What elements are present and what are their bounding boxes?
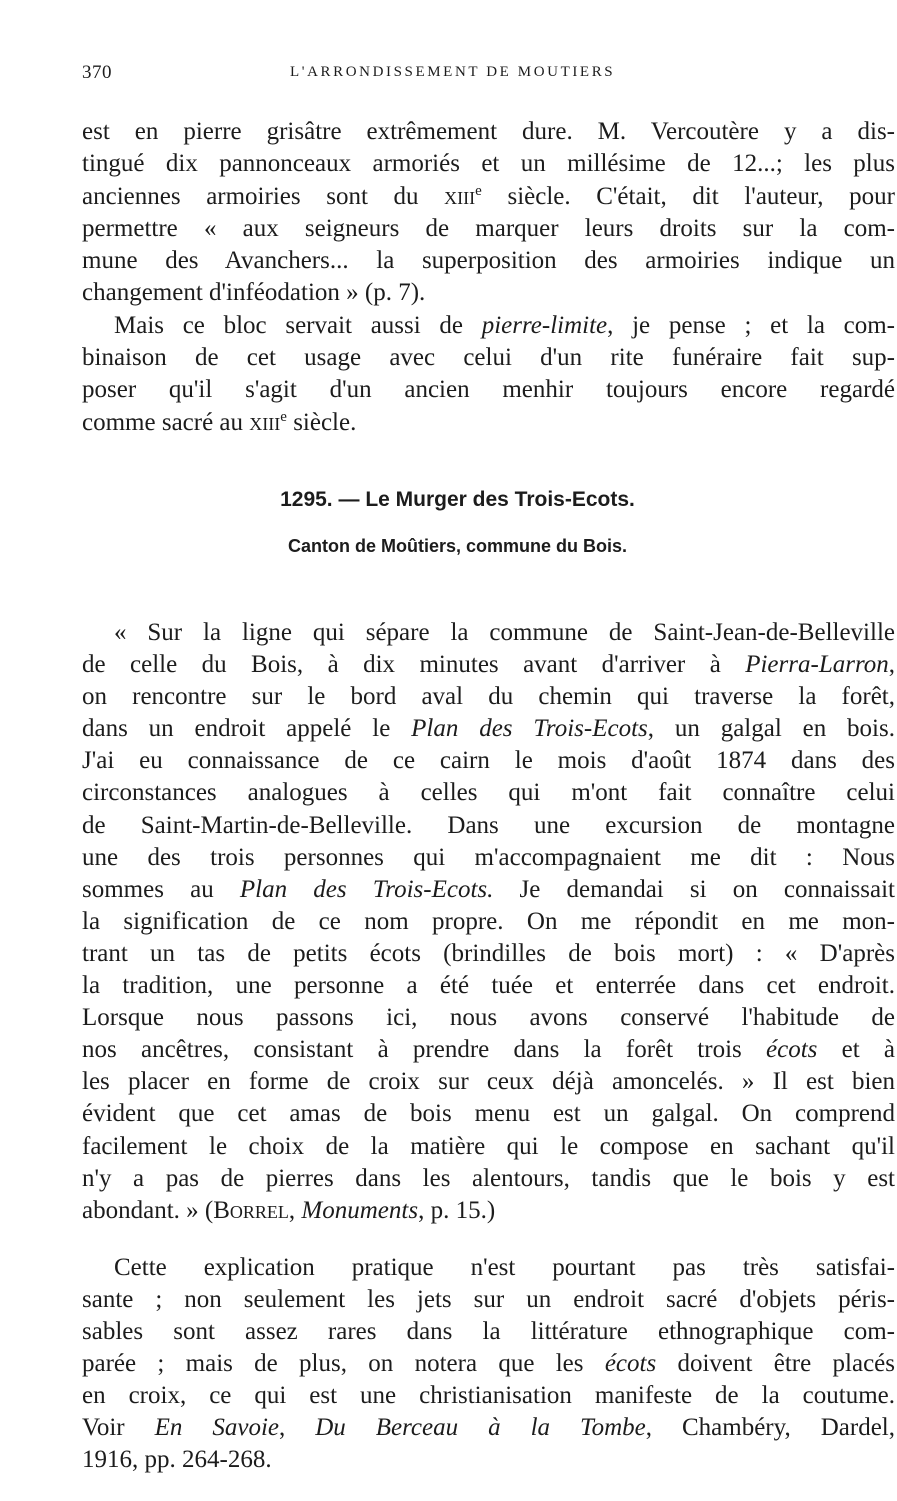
text-run: et à — [817, 1036, 896, 1064]
italic-place-name: Plan des Trois-Ecots. — [239, 875, 494, 903]
century-numeral: xiii — [249, 408, 281, 436]
text-line: sante ; non seulement les jets sur un endroit sacré d'objets péris- — [82, 1285, 895, 1313]
text-line: évident que cet amas de bois menu est un galgal. On comprend — [82, 1100, 895, 1128]
text-run: , Chambéry, Dardel, — [645, 1414, 895, 1442]
text-line: la signification de ce nom propre. On me répondit en me mon- — [82, 907, 895, 935]
text-line: de Saint-Martin-de-Belleville. Dans une excursion de montagne — [82, 811, 895, 839]
text-line: poser qu'il s'agit d'un ancien menhir toujours encore regardé — [82, 376, 895, 404]
superscript: e — [475, 182, 482, 199]
text-run: nos ancêtres, consistant à prendre dans la forêt trois — [82, 1036, 766, 1064]
text-run: , je pense ; et la com- — [607, 311, 895, 339]
text-line: 1916, pp. 264-268. — [82, 1446, 272, 1474]
italic-place-name: Plan des Trois-Ecots — [411, 715, 648, 743]
text-run: siècle. C'était, dit l'auteur, pour — [481, 182, 895, 210]
paragraph-3 — [82, 617, 895, 1227]
text-run: de celle du Bois, à dix minutes avant d'arriver à — [82, 651, 746, 679]
text-run: comme sacré au — [82, 408, 250, 436]
text-run: , — [888, 651, 895, 679]
text-run: doivent être placés — [656, 1350, 895, 1378]
italic-place-name: Pierra-Larron — [745, 651, 889, 679]
text-run: anciennes armoiries sont du — [82, 182, 445, 210]
section-subtitle: Canton de Moûtiers, commune du Bois. — [287, 536, 628, 556]
text-line: facilement le choix de la matière qui le compose en sachant qu'il — [82, 1132, 895, 1160]
text-run: Je demandai si on connaissait — [493, 875, 895, 903]
paragraph-2 — [82, 310, 895, 439]
text-line — [82, 407, 895, 439]
text-run: siècle. — [286, 408, 357, 436]
page-number: 370 — [82, 62, 112, 83]
italic-book-title: En Savoie — [154, 1414, 279, 1442]
text-line: la tradition, une personne a été tuée et enterrée dans cet endroit. — [82, 972, 895, 1000]
century-numeral: xiii — [444, 182, 476, 210]
paragraph-4 — [82, 1252, 895, 1477]
main-text-block — [82, 592, 895, 1501]
text-line: tingué dix pannonceaux armoriés et un millésime de 12...; les plus — [82, 150, 895, 178]
text-line — [82, 649, 895, 681]
text-run: , un galgal en bois. — [647, 715, 895, 743]
text-line — [82, 1412, 895, 1444]
text-line: binaison de cet usage avec celui d'un rite funéraire fait sup- — [82, 344, 895, 372]
text-run: , p. 15.) — [418, 1196, 496, 1224]
text-run: sommes au — [82, 875, 240, 903]
text-line — [82, 874, 895, 906]
text-line: sables sont assez rares dans la littérature ethnographique com- — [82, 1317, 895, 1345]
text-line: on rencontre sur le bord aval du chemin qui traverse la forêt, — [82, 683, 895, 711]
text-run: Mais ce bloc servait aussi de — [114, 311, 482, 339]
text-line: trant un tas de petits écots (brindilles de bois mort) : « D'après — [82, 939, 895, 967]
text-line — [82, 181, 895, 213]
text-run: abondant. » ( — [82, 1196, 214, 1224]
paragraph-1 — [82, 116, 895, 310]
text-run: dans un endroit appelé le — [82, 715, 412, 743]
text-line: changement d'inféodation » (p. 7). — [82, 279, 426, 307]
italic-term: écots — [604, 1350, 657, 1378]
text-line: permettre « aux seigneurs de marquer leurs droits sur la com- — [82, 214, 895, 242]
text-run: parée ; mais de plus, on notera que les — [82, 1350, 605, 1378]
italic-term: écots — [766, 1036, 818, 1064]
text-line: les placer en forme de croix sur ceux déjà amoncelés. » Il est bien — [82, 1068, 895, 1096]
italic-book-title: Du Berceau à la Tombe — [315, 1414, 646, 1442]
superscript: e — [280, 408, 287, 425]
text-line — [82, 1034, 895, 1066]
author-name: Borrel — [213, 1196, 289, 1224]
top-text-block — [82, 116, 895, 439]
section-title: 1295. — Le Murger des Trois-Ecots. — [280, 488, 635, 511]
text-line — [82, 310, 895, 342]
running-title: L'ARRONDISSEMENT DE MOUTIERS — [290, 64, 616, 80]
italic-book-title: Monuments — [301, 1196, 419, 1224]
text-line: en croix, ce qui est une christianisation manifeste de la coutume. — [82, 1382, 895, 1410]
text-run: , — [288, 1196, 302, 1224]
text-line: J'ai eu connaissance de ce cairn le mois d'août 1874 dans des — [82, 747, 895, 775]
text-line — [82, 713, 895, 745]
italic-term: pierre-limite — [481, 311, 608, 339]
text-run: , — [278, 1414, 316, 1442]
text-run: Voir — [82, 1414, 155, 1442]
text-line: « Sur la ligne qui sépare la commune de Saint-Jean-de-Belleville — [114, 619, 895, 646]
text-line: une des trois personnes qui m'accompagnaient me dit : Nous — [82, 843, 895, 871]
text-line — [82, 1348, 895, 1380]
text-line: n'y a pas de pierres dans les alentours, tandis que le bois y est — [82, 1164, 895, 1192]
text-line: Cette explication pratique n'est pourtant pas très satisfai- — [114, 1253, 895, 1281]
text-line: Lorsque nous passons ici, nous avons conservé l'habitude de — [82, 1004, 895, 1032]
text-line: est en pierre grisâtre extrêmement dure. M. Vercoutère y a dis- — [82, 118, 895, 145]
text-line: circonstances analogues à celles qui m'ont fait connaître celui — [82, 779, 895, 807]
text-line — [82, 1195, 895, 1227]
text-line: mune des Avanchers... la superposition des armoiries indique un — [82, 247, 895, 275]
